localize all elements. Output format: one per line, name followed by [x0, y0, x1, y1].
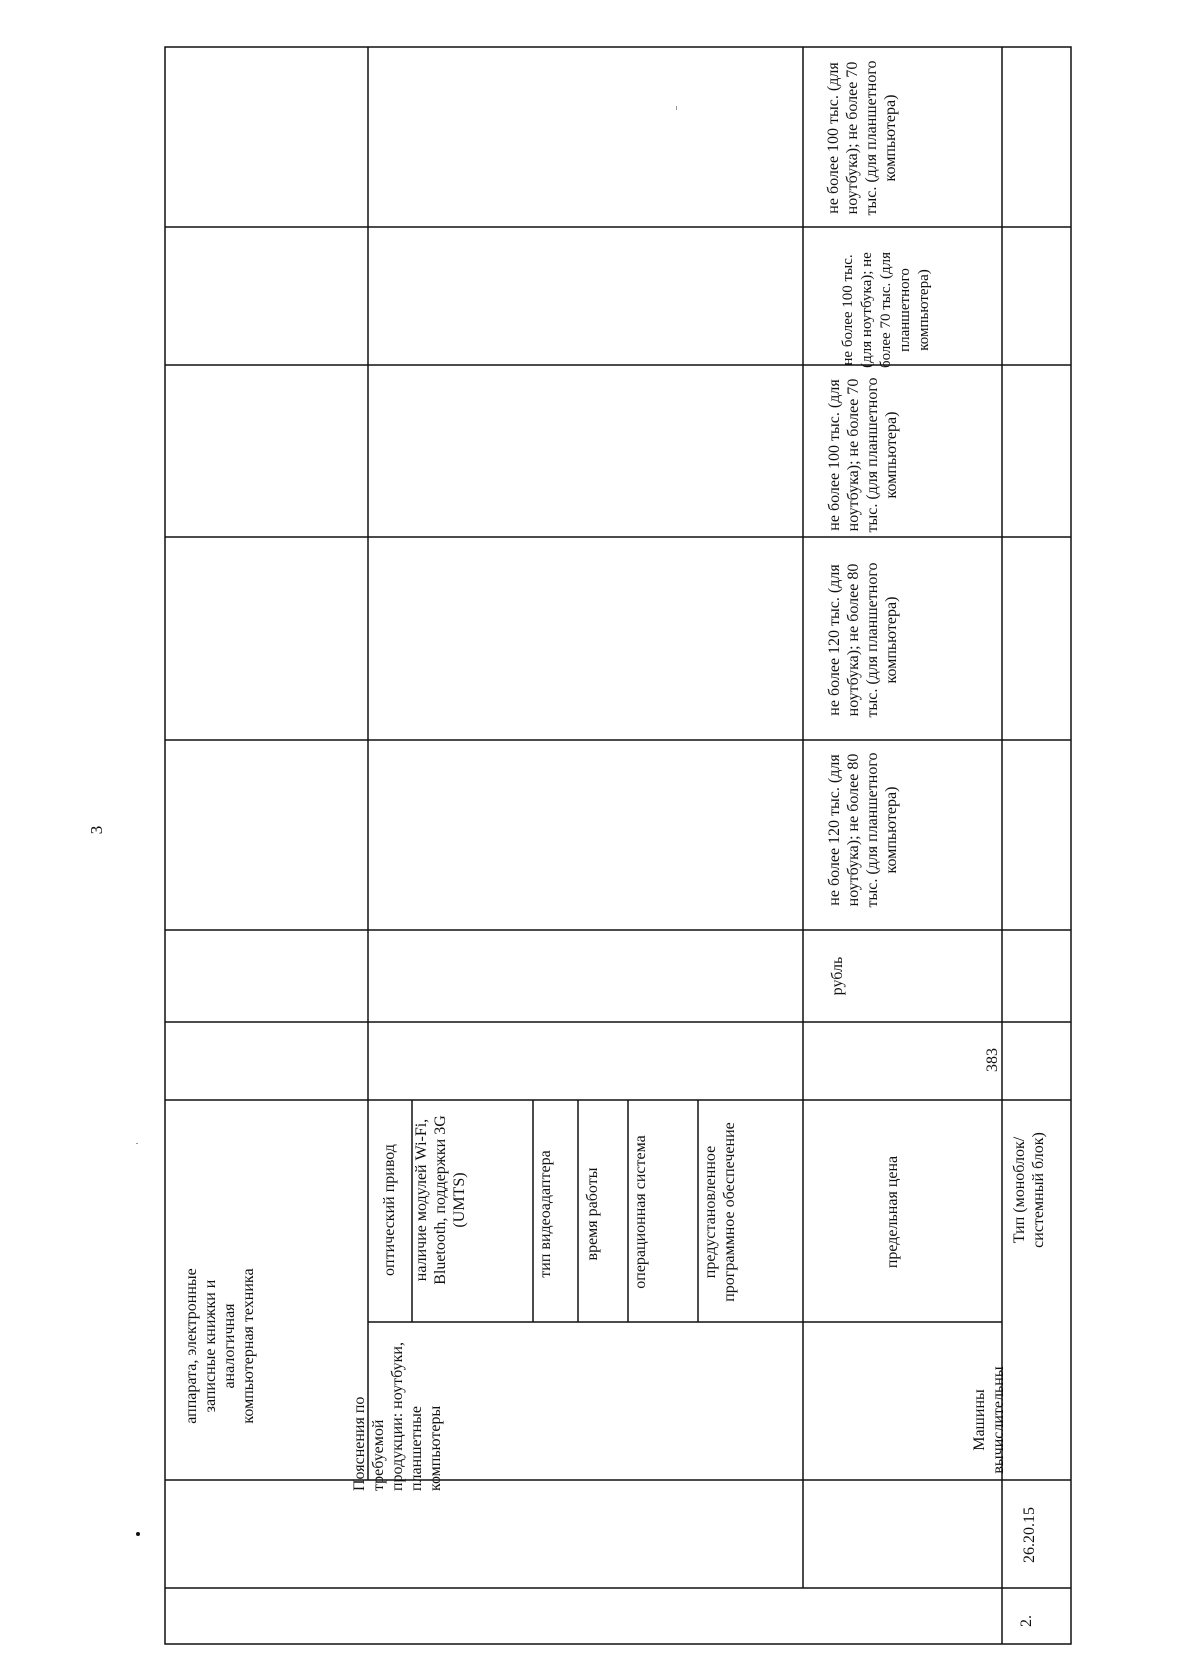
characteristic-optical-drive: оптический привод — [381, 1144, 398, 1276]
row2-name: Машины вычислительны — [971, 1366, 1007, 1474]
price-limit-col2: не более 120 тыс. (для ноутбука); не более 80 тыс. (для планшетного компьютера) — [826, 562, 900, 718]
price-limit-col5: не более 100 тыс. (для ноутбука); не более 70 тыс. (для планшетного компьютера) — [825, 60, 899, 216]
row2-characteristic: Тип (моноблок/ системный блок) — [1011, 1132, 1047, 1248]
characteristic-max-price: предельная цена — [884, 1155, 901, 1269]
characteristic-wireless-modules: наличие модулей Wi-Fi, Bluetooth, поддержки 3G (UMTS) — [413, 1115, 468, 1285]
characteristic-os: операционная система — [632, 1135, 649, 1289]
row2-number: 2. — [1018, 1615, 1035, 1627]
characteristic-video-adapter: тип видеоадаптера — [537, 1150, 554, 1278]
price-limit-col4: не более 100 тыс. (для ноутбука); не более 70 тыс. (для планшетного компьютера) — [840, 251, 932, 369]
okei-code: 383 — [984, 1048, 1001, 1072]
row1-name-continuation: аппарата, электронные записные книжки и аналогичная компьютерная техника — [183, 1268, 257, 1424]
row1-explanation: Пояснения по требуемой продукции: ноутбуки, планшетные компьютеры — [351, 1342, 444, 1491]
characteristic-software: предустановленное программное обеспечение — [702, 1122, 738, 1302]
characteristic-work-time: время работы — [584, 1167, 601, 1261]
price-limit-col1: не более 120 тыс. (для ноутбука); не более 80 тыс. (для планшетного компьютера) — [826, 752, 900, 908]
page-number: 3 — [87, 825, 106, 835]
price-limit-col3: не более 100 тыс. (для ноутбука); не более 70 тыс. (для планшетного компьютера) — [826, 377, 900, 533]
row2-okpd-code: 26.20.15 — [1021, 1507, 1038, 1563]
unit-name: рубль — [829, 956, 846, 996]
